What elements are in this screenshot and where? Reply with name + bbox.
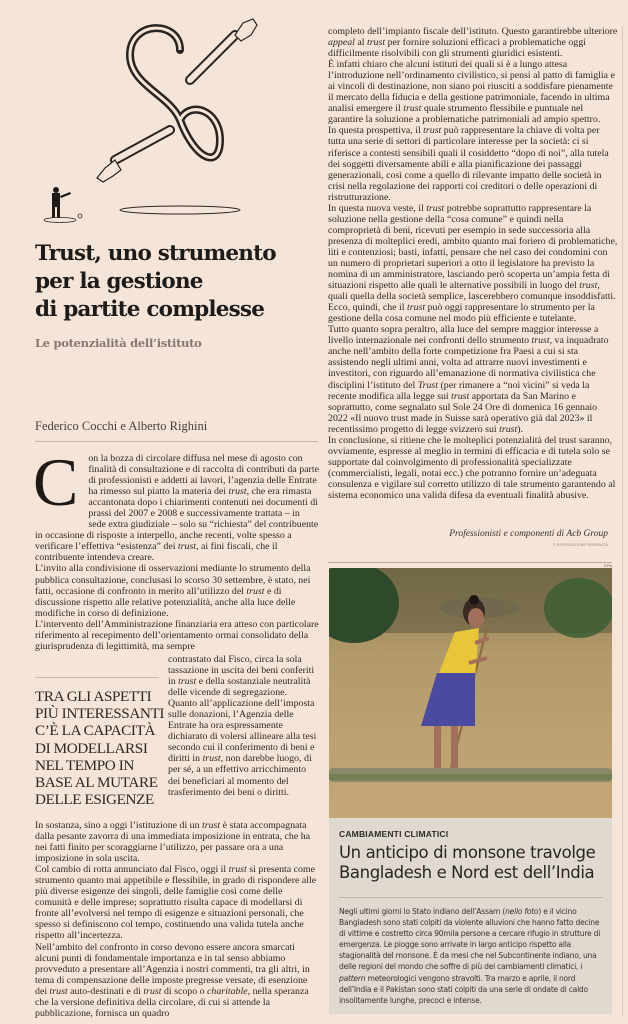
paragraph: In questa prospettiva, il trust può rappresentare la chiave di volta per tutta una serie di settori di particolare interesse per la società: ci si riferisce a contesti sensibili quali il cosiddetto “dopo di noi”, alla tutela dei soggetti diversamente abili e alla pianificazione dei passaggi generazionali, così come a quello di rilevante impatto delle società in crisi nella regolazione dei rapporti coi creditori o delle operazioni di ristrutturazione. [328,125,609,203]
divider [35,441,318,442]
title-line: Trust, uno strumento [35,241,276,266]
paragraph: In sostanza, sino a oggi l’istituzione di un trust è stata accompagnata dalla pesante zavorra di una immediata imposizione in entrata, che ha nei fatti finito per scoraggiarne l’utilizzo, per passare ora a una imposizione in sola uscita. [35,820,311,865]
article-subtitle: Le potenzialità dell’istituto [35,336,202,350]
byline: Federico Cocchi e Alberto Righini [35,419,208,433]
news-brief-text: Negli ultimi giorni lo Stato indiano dell’Assam (nello foto) e il vicino Bangladesh sono stati colpiti da violente alluvioni che hanno fatto decine di vittime e costretto circa 90mila persone a cercare rifugio in strutture di emergenza. Le piogge sono arrivate in largo anticipo rispetto alla stagionalità del monsone. È da mesi che nel Subcontinente indiano, una delle regioni del mondo che soffre di più dei cambiamenti climatici, i pattern meteorologici vengono stravolti. Tra marzo e aprile, il nord dell’India e il Pakistan sono stati colpiti da una serie di ondate di caldo insolitamente lunghe, precoci e intense. [339,907,601,1005]
article-body-right [328,26,618,501]
paragraph: Tutto quanto sopra peraltro, alla luce del sempre maggior interesse a livello internazionale nei confronti dello strumento trust, va inquadrato anche nell’ambito della forte competizione fra Paesi a cui si sta assistendo negli ultimi anni, volta ad attrarre nuovi investimenti e investitori, con riguardo all’emanazione di normativa civilistica che disciplini l’istituto del Trust (per rimanere a “noi vicini” si veda la recente modifica alla legge sui trust apportata da San Marino e soprattutto, come segnalato sul Sole 24 Ore di domenica 16 gennaio 2022 «Il nuovo trust made in Suisse sarà operativo già dal 2023» il recentissimo progetto di legge svizzero sui trust). [328,324,609,435]
paragraph: contrastato dal Fisco, circa la sola tassazione in uscita dei beni conferiti in trust e della sostanziale neutralità delle vicende di segregazione. [168,654,315,699]
author-signature: Professionisti e componenti di Acb Group [449,529,608,539]
paragraph: completo dell’impianto fiscale dell’istituto. Questo garantirebbe ulteriore appeal al trust per fornire soluzioni efficaci a problematiche oggi difficilmente risolvibili con gli strumenti giuridici esistenti. [328,26,618,60]
infinity-arms-icon [30,10,260,225]
article-title [35,240,315,324]
photo-credit: EPA [604,563,612,568]
news-brief-title: Un anticipo di monsone travolge Bangladesh e Nord est dell’India [339,843,596,882]
title-line: di partite complesse [35,297,265,322]
news-brief-divider [339,897,603,898]
paragraph: È infatti chiaro che alcuni istituti dei quali si è a lungo attesa l’introduzione nell’ordinamento civilistico, si pensi al patto di famiglia e ai vincoli di destinazione, non siano poi riusciti a soddisfare pienamente il mercato della fiducia e della gestione patrimoniale, facendo in ultima analisi emergere il trust quale strumento flessibile e puntuale nel garantire la soluzione a problematiche patrimoniali ad ampio spettro. [328,59,615,126]
drop-cap: C [33,444,79,520]
article-body-left-bottom [35,820,319,1019]
paragraph: In conclusione, si ritiene che le molteplici potenzialità del trust saranno, ovviamente, espresse al meglio in termini di efficacia e di tutela solo se supportate dal coinvolgimento di professionalità specializzate (commercialisti, legali, notai ecc.) che potranno fornire un’adeguata consulenza e vigilare sul corretto utilizzo di tale strumento garantendo al sistema economico una valida difesa da eventuali finalità abusive. [328,434,616,501]
section-kicker: CAMBIAMENTI CLIMATICI [339,829,449,839]
article-body-beside-pullquote [168,654,320,798]
article-body-lead [33,444,319,652]
paragraph: L’invito alla condivisione di osservazioni mediante lo strumento della pubblica consultazione, conclusasi lo scorso 30 settembre, è stato, nei fatti, occasione di confronto in merito all’utilizzo del trust e di discussione rispetto alle relative potenzialità, anche alla luce delle modifiche in corso di definizione. [35,563,311,619]
paragraph: Quanto all’applicazione dell’imposta sulle donazioni, l’Agenzia delle Entrate ha ora espressamente dichiarato di volersi allineare alla tesi secondo cui il conferimento di beni e diritti in trust, non darebbe luogo, di per sé, a un effettivo arricchimento dei beneficiari al momento del trasferimento dei beni o diritti. [168,698,317,798]
pullquote: TRA GLI ASPETTI PIÙ INTERESSANTI C’È LA CAPACITÀ DI MODELLARSI NEL TEMPO IN BASE AL MUTARE DELLE ESIGENZE [35,688,165,809]
paragraph: on la bozza di circolare diffusa nel mese di agosto con finalità di consultazione e di raccolta di contributi da parte di professionisti e addetti ai lavori, l’agenzia delle Entrate ha rimesso sul piatto la materia dei trust, che era rimasta accantonata dopo i chiarimenti contenuti nei documenti di prassi del 2007 e 2008 e successivamente trattata – in sede extra giudiziale – solo su “richiesta” del contribuente in occasione di risposte a interpello, anche recenti, volte spesso a verificare l’effettiva “esistenza” dei trust, ai fini fiscali, che il contribuente intendeva creare. [35,453,319,564]
paragraph: Col cambio di rotta annunciato dal Fisco, oggi il trust si presenta come strumento quanto mai appetibile e flessibile, in grado di rispondere alle più diverse esigenze dei singoli, delle famiglie così come delle comunità e delle imprese; soprattutto risulta capace di modellarsi di fronte all’evolversi nel tempo di esigenze e situazioni personali, che spesso si definiscono col tempo, costituendo una valida tutela anche rispetto all’incertezza. [35,864,317,942]
infinity-arms-illustration [30,10,260,225]
column-divider [622,26,623,1016]
photo-divider [328,562,612,563]
paragraph: Nell’ambito del confronto in corso devono essere ancora smarcati alcuni punti di fondamentale importanza e in tal senso abbiamo provveduto a presentare all’Agenzia i nostri commenti, tra gli altri, in tema di compensazione delle imposte pregresse versate, di esenzione dei trust auto-destinati e di trust di scopo o charitable, nella speranza che la versione definitiva della circolare, di cui si attende la pubblicazione, fornisca un quadro [35,941,310,1019]
news-photo [329,568,612,818]
paragraph: In questa nuova veste, il trust potrebbe soprattutto rappresentare la soluzione nella gestione della “cosa comune” e quindi nella comproprietà di beni, ricevuti per esempio in sede successoria alla presenza di molteplici eredi, ambito quanto mai foriero di problematiche, liti e contenziosi; basti, infatti, pensare che nel caso dei condomini con un numero di proprietari superiori a otto il legislatore ha previsto la nomina di un amministratore, lasciando però scoperta un’ampia fetta di situazioni rispetto alle quali le alternative possibili in luogo del trust, quali quella della società semplice, lascerebbero comunque insoddisfatti. Ecco, quindi, che il trust può oggi rappresentare lo strumento per la gestione della cosa comune nel modo più efficiente e tutelante. [328,202,618,325]
pullquote-divider [35,677,159,678]
title-line: per la gestione [35,269,203,294]
copyright-notice: © RIPRODUZIONE RISERVATA [552,543,608,547]
flood-photo-icon [329,568,612,818]
paragraph: L’intervento dell’Amministrazione finanziaria era atteso con particolare riferimento al recepimento dell’orientamento ormai consolidato della giurisprudenza di legittimità, ma sempre [35,618,319,652]
